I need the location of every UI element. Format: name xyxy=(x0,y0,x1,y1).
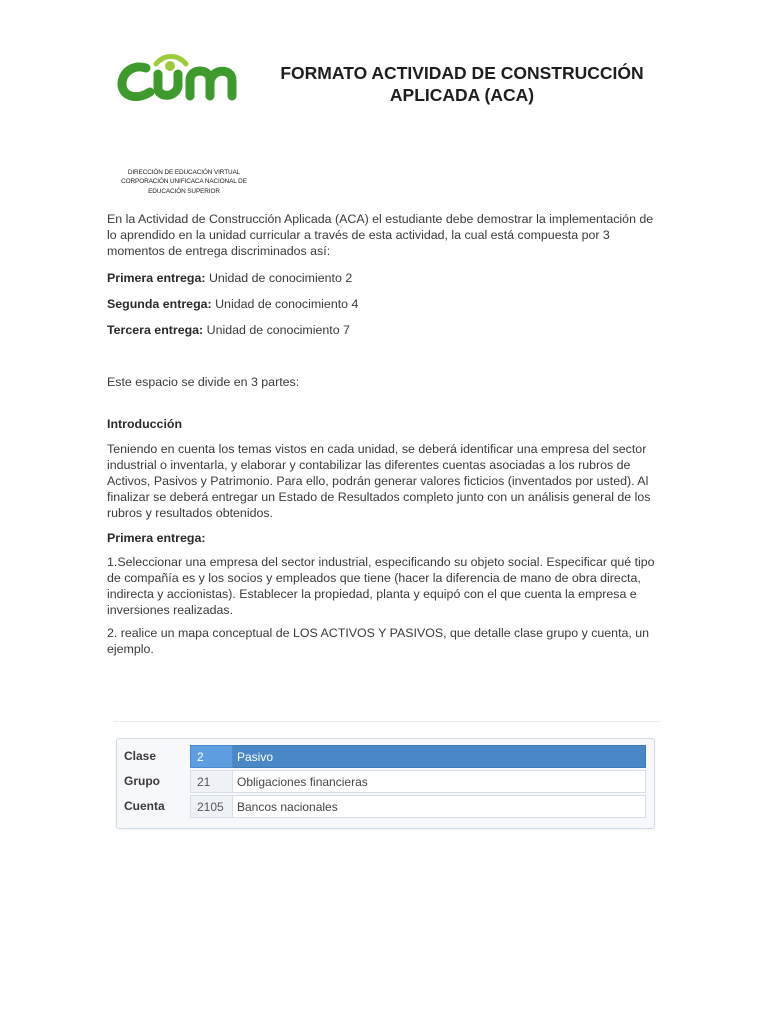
account-row-cuenta[interactable] xyxy=(117,795,654,820)
primera-entrega-heading: Primera entrega: xyxy=(107,530,206,545)
section-divider xyxy=(114,721,660,722)
account-structure-panel xyxy=(116,738,655,829)
entrega-value: Unidad de conocimiento 4 xyxy=(215,296,359,311)
org-line-3: EDUCACIÓN SUPERIOR xyxy=(148,187,220,195)
introduccion-paragraph: Teniendo en cuenta los temas vistos en cada unidad, se deberá identificar una empresa del sector industrial o inventarla, y elaborar y contabilizar las diferentes cuentas asociadas a los rubros de Activos, Pasivos y Patrimonio. Para ello, podrán generar valores ficticios (inventados por usted). Al finalizar se deberá entregar un Estado de Resultados completo junto con un análisis general de los rubros y resultados obtenidos. xyxy=(107,441,651,521)
intro-paragraph: En la Actividad de Construcción Aplicada (ACA) el estudiante debe demostrar la implementación de lo aprendido en la unidad curricular a través de esta actividad, la cual está compuesta por 3 momentos de entrega discriminados así: xyxy=(107,212,654,259)
title-line-2: APLICADA (ACA) xyxy=(389,85,535,105)
introduccion-heading: Introducción xyxy=(107,417,183,432)
row-label: Cuenta xyxy=(124,799,165,813)
cun-logo xyxy=(116,52,252,106)
row-label: Clase xyxy=(124,749,157,763)
org-line-2: CORPORACIÓN UNIFICACA NACIONAL DE xyxy=(121,178,247,186)
row-label: Grupo xyxy=(124,774,160,788)
account-name: Bancos nacionales xyxy=(233,795,646,818)
account-row-clase[interactable] xyxy=(117,745,654,770)
document-body xyxy=(107,211,663,657)
entrega-segunda xyxy=(107,296,663,312)
account-row-grupo[interactable] xyxy=(117,770,654,795)
entrega-label: Primera entrega: xyxy=(107,270,206,285)
account-code: 2105 xyxy=(190,795,233,818)
entrega-tercera xyxy=(107,322,663,338)
primera-item-2: 2. realice un mapa conceptual de LOS ACTIVOS Y PASIVOS, que detalle clase grupo y cuenta, un ejemplo. xyxy=(107,625,650,656)
entrega-primera xyxy=(107,270,663,286)
account-code: 21 xyxy=(190,770,233,793)
org-line-1: DIRECCIÓN DE EDUCACIÓN VIRTUAL xyxy=(127,169,241,176)
primera-item-1: 1.Seleccionar una empresa del sector industrial, especificando su objeto social. Especificar qué tipo de compañía es y los socios y empleados que tiene (hacer la diferencia de mano de obra directa, indirecta y accionistas). Establecer la propiedad, planta y equipó con el que cuenta la empresa e inversiones realizadas. xyxy=(107,554,655,618)
entrega-label: Segunda entrega: xyxy=(107,296,212,311)
document-header xyxy=(0,0,768,200)
organization-caption xyxy=(112,168,256,196)
entrega-label: Tercera entrega: xyxy=(107,323,204,338)
document-title xyxy=(262,62,662,106)
account-code: 2 xyxy=(190,745,233,768)
account-name: Obligaciones financieras xyxy=(233,770,646,793)
title-line-1: FORMATO ACTIVIDAD DE CONSTRUCCIÓN xyxy=(280,63,644,83)
entrega-value: Unidad de conocimiento 7 xyxy=(206,323,350,338)
parts-text: Este espacio se divide en 3 partes: xyxy=(107,375,300,390)
entrega-value: Unidad de conocimiento 2 xyxy=(208,270,353,285)
account-name: Pasivo xyxy=(233,745,646,768)
